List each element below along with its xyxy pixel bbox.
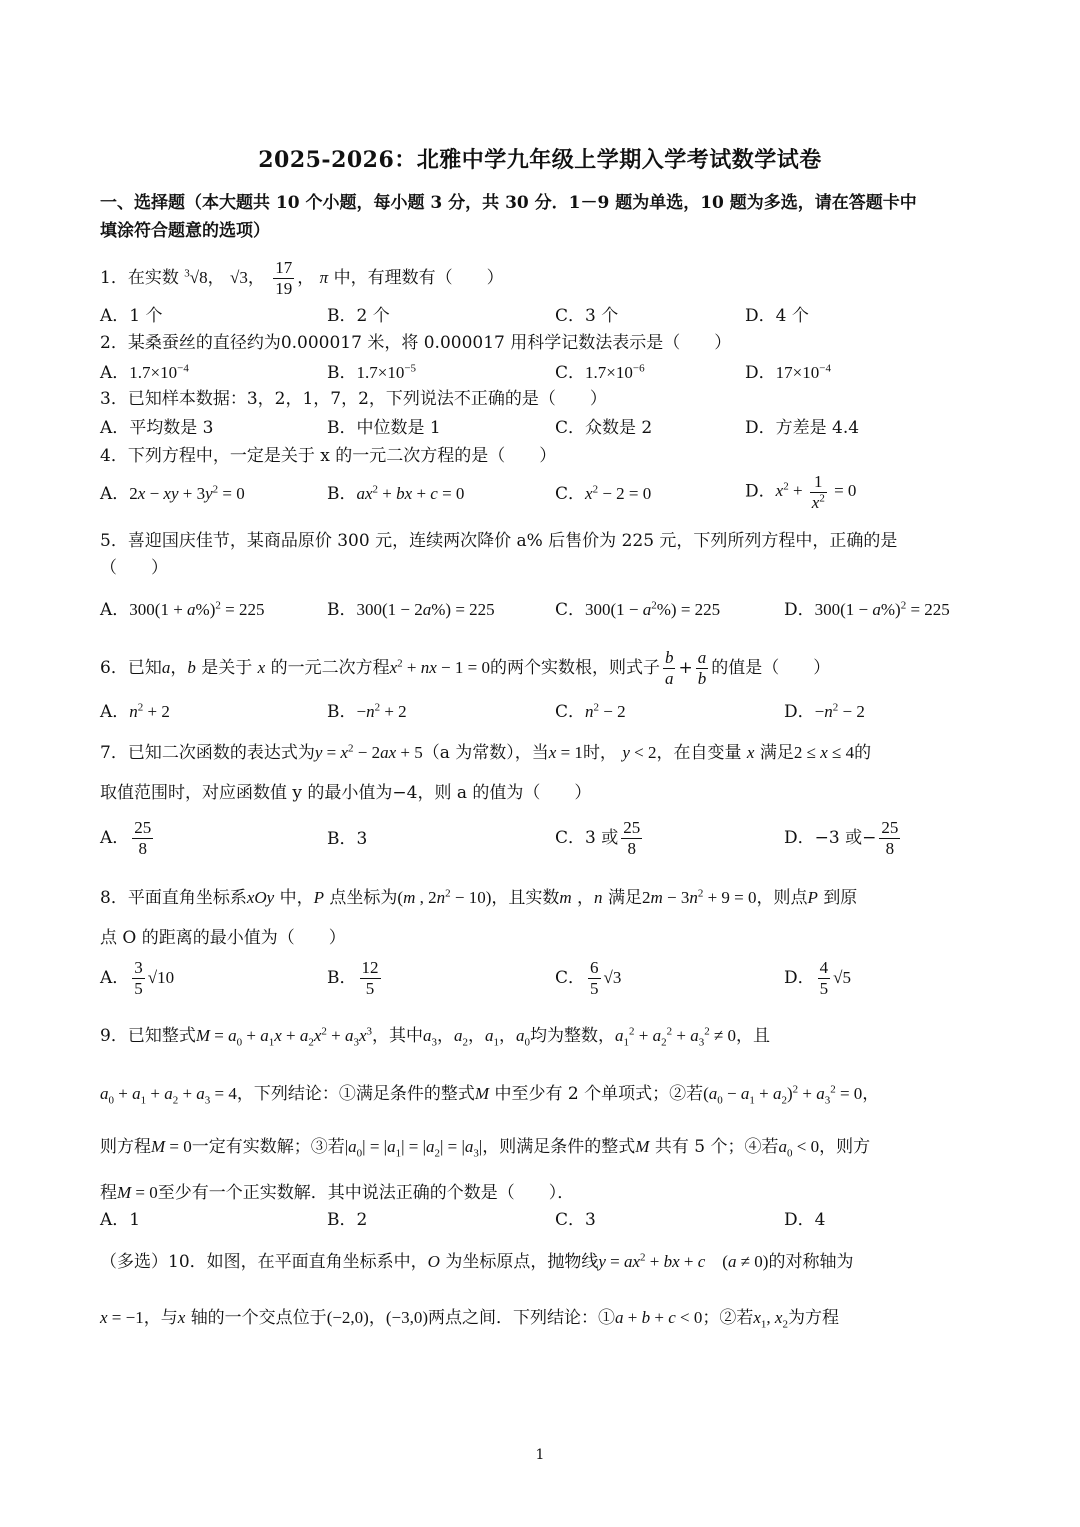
- option-c[interactable]: C．$1.7\times 10^{-6}$: [555, 362, 645, 383]
- question-7: 7．已知二次函数的表达式为$y = x^2 - 2ax + 5(a$ 为常数），当x = 1时， y < 2，在自变量 x 满足2 ≤ x ≤ 4的: [100, 742, 872, 763]
- question-2-options: [100, 357, 980, 389]
- question-3-options: [100, 412, 980, 444]
- option-a[interactable]: A．$300(1 + a\%)^2 = 225$: [100, 599, 265, 620]
- question-4: 4．下列方程中，一定是关于 x 的一元二次方程的是（ ）: [100, 446, 557, 466]
- option-a[interactable]: A． $\frac{25}{8}$: [100, 818, 152, 858]
- question-1: 1．在实数 $^3$√8， √3， $\frac{17}{19}$ ， π 中，有理数有（ ）: [100, 258, 504, 298]
- option-d[interactable]: D．−3 或− $\frac{25}{8}$: [784, 818, 899, 858]
- option-b[interactable]: B．300(1 − 2a%) = 225: [327, 600, 495, 620]
- question-5: 5．喜迎国庆佳节，某商品原价 300 元，连续两次降价 a% 后售价为 225 元，下列所列方程中，正确的是: [100, 531, 898, 551]
- question-10-line2: x = −1，与x 轴的一个交点位于(−2,0)，(−3,0)两点之间．下列结论：①a + b + c < 0；②若$x_1$, $x_2$为方程: [100, 1308, 839, 1331]
- section-heading-cont: 填涂符合题意的选项）: [100, 221, 270, 241]
- option-c[interactable]: C．众数是 2: [555, 418, 653, 438]
- question-8: 8．平面直角坐标系xOy 中，P 点坐标为(m , $2n^2 - 10$)，且实数m ，n 满足$2m - 3n^2 + 9 = 0$，则点P 到原: [100, 887, 858, 908]
- option-a[interactable]: A．1 个: [100, 306, 163, 326]
- question-1-options: [100, 300, 980, 332]
- question-10: （多选）10．如图，在平面直角坐标系中，O 为坐标原点，抛物线$y = ax^2$ + bx + c (a ≠ 0)的对称轴为: [100, 1251, 854, 1272]
- option-d[interactable]: D．$17\times 10^{-4}$: [745, 362, 831, 383]
- option-b[interactable]: B．$-n^2 + 2$: [327, 701, 407, 722]
- option-d[interactable]: D．$300(1 - a\%)^2 = 225$: [784, 599, 950, 620]
- option-d[interactable]: D．4: [784, 1210, 826, 1230]
- option-c[interactable]: C．$300(1 - a^2\%) = 225$: [555, 599, 721, 620]
- option-d[interactable]: D．$x^2$ + $\frac{1}{x^2}$ = 0: [745, 472, 857, 512]
- question-8-cont: 点 O 的距离的最小值为（ ）: [100, 928, 346, 948]
- option-a[interactable]: A． $\frac{3}{5}$ √10: [100, 958, 175, 998]
- option-b[interactable]: B．$1.7\times 10^{-5}$: [327, 362, 417, 383]
- option-d[interactable]: D．4 个: [745, 306, 809, 326]
- option-c[interactable]: C． $\frac{6}{5}$ √3: [555, 958, 622, 998]
- option-d[interactable]: D． $\frac{4}{5}$ √5: [784, 958, 851, 998]
- question-4-options: [100, 472, 980, 520]
- option-a[interactable]: A．$1.7\times 10^{-4}$: [100, 362, 189, 383]
- option-b[interactable]: B． $\frac{12}{5}$: [327, 958, 379, 998]
- question-5-cont: （ ）: [100, 558, 168, 578]
- option-c[interactable]: C．$n^2 - 2$: [555, 701, 626, 722]
- option-c[interactable]: C．$x^2 - 2 = 0$: [555, 483, 652, 504]
- exam-title: 2025-2026：北雅中学九年级上学期入学考试数学试卷: [258, 147, 822, 173]
- option-a[interactable]: A．2x − xy + $3y^2 = 0$: [100, 483, 245, 504]
- question-7-options: [100, 818, 980, 864]
- question-5-options: [100, 594, 980, 626]
- option-b[interactable]: B．中位数是 1: [327, 418, 441, 438]
- option-c[interactable]: C．3: [555, 1210, 596, 1230]
- option-c[interactable]: C．3 或 $\frac{25}{8}$: [555, 818, 641, 858]
- question-6-options: [100, 696, 980, 728]
- option-c[interactable]: C．3 个: [555, 306, 619, 326]
- question-6: 6．已知a，b 是关于 x 的一元二次方程$x^2$ + nx − 1 = 0的两个实数根，则式子 $\frac{b}{a}$ + $\frac{a}{b}$ 的值是（ ）: [100, 648, 831, 688]
- option-d[interactable]: D．方差是 4.4: [745, 418, 860, 438]
- question-2: 2．某桑蚕丝的直径约为0.000017 米，将 0.000017 用科学记数法表示是（ ）: [100, 333, 732, 353]
- option-a[interactable]: A．1: [100, 1210, 141, 1230]
- option-a[interactable]: A．$n^2 + 2$: [100, 701, 170, 722]
- page-number: 1: [535, 1447, 545, 1463]
- question-3: 3．已知样本数据：3，2，1，7，2，下列说法不正确的是（ ）: [100, 389, 607, 409]
- option-b[interactable]: B．3: [327, 829, 368, 849]
- question-9-options: [100, 1204, 980, 1236]
- question-9-line3: 则方程M = 0一定有实数解；③若$|a_0| = |a_1| = |a_2| = |a_3|$，则满足条件的整式M 共有 5 个；④若$a_0 < 0$，则方: [100, 1137, 871, 1160]
- option-b[interactable]: B．2 个: [327, 306, 390, 326]
- question-7-cont: 取值范围时，对应函数值 y 的最小值为−4，则 a 的值为（ ）: [100, 783, 592, 803]
- question-9: 9．已知整式$M = a_0 + a_1x + a_2x^2 + a_3x^3$，其中$a_3$，$a_2$，$a_1$，$a_0$均为整数，$a_1^2 + a_2^2 + a_3^2 \ne 0$，且: [100, 1025, 771, 1049]
- question-9-line4: 程M = 0至少有一个正实数解．其中说法正确的个数是（ ）．: [100, 1183, 575, 1203]
- option-a[interactable]: A．平均数是 3: [100, 418, 214, 438]
- option-b[interactable]: B．2: [327, 1210, 368, 1230]
- option-d[interactable]: D．$-n^2 - 2$: [784, 701, 865, 722]
- question-9-line2: $a_0 + a_1 + a_2 + a_3 = 4$，下列结论：①满足条件的整式M 中至少有 2 个单项式；②若$(a_0 - a_1 + a_2)^2 + a_3^2 = 0$，: [100, 1083, 880, 1107]
- section-heading: 一、选择题（本大题共 10 个小题，每小题 3 分，共 30 分．1－9 题为单选，10 题为多选，请在答题卡中: [100, 193, 917, 213]
- question-8-options: [100, 958, 980, 1004]
- option-b[interactable]: B．$ax^2$ + bx + c = 0: [327, 483, 465, 504]
